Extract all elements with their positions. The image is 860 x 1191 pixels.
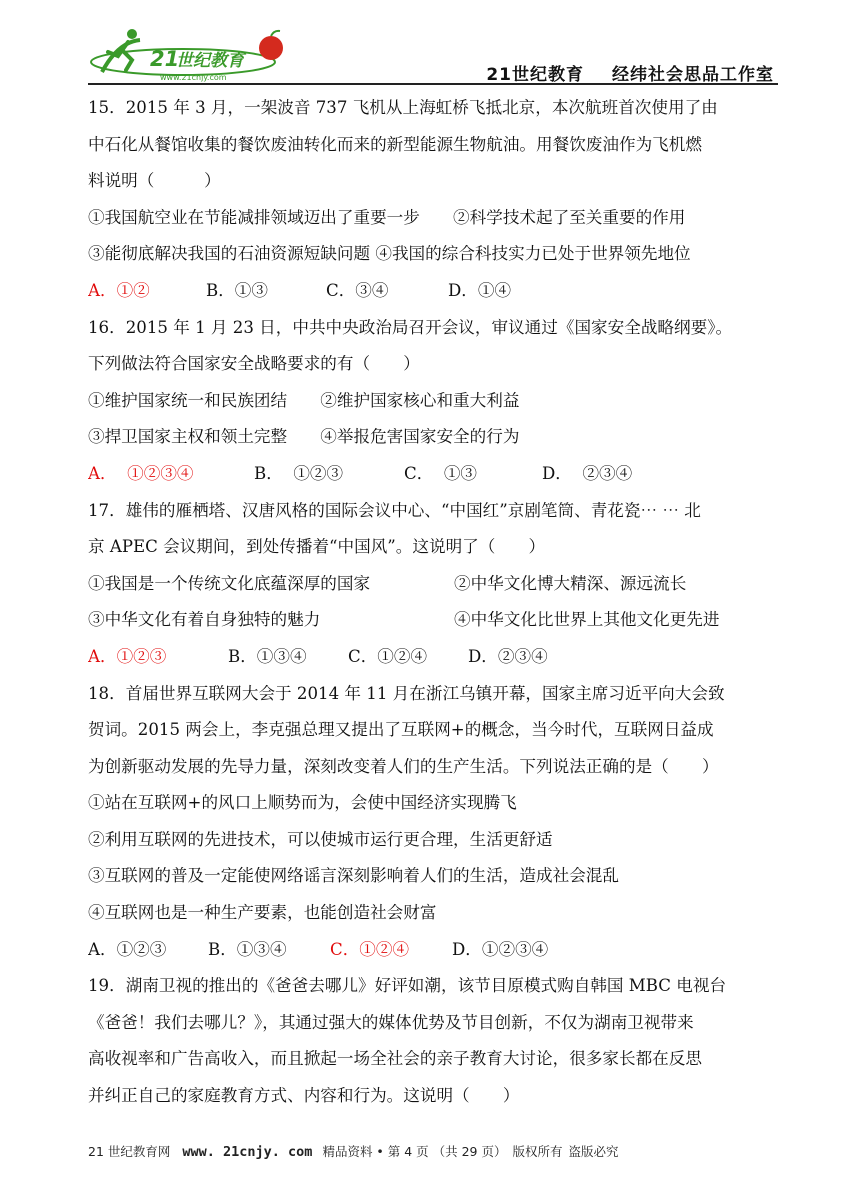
q18-statement-3: ③互联网的普及一定能使网络谣言深刻影响着人们的生活，造成社会混乱 bbox=[88, 866, 619, 886]
q15-option-d: D．①④ bbox=[448, 280, 512, 300]
q17-statement-1: ①我国是一个传统文化底蕴深厚的国家 bbox=[88, 573, 371, 593]
q15-option-c: C．③④ bbox=[326, 280, 389, 300]
header-title: 21世纪教育 经纬社会思品工作室 bbox=[486, 65, 774, 85]
q18-stem-3: 为创新驱动发展的先导力量，深刻改变着人们的生产生活。下列说法正确的是（ ） bbox=[88, 756, 719, 776]
page-header bbox=[88, 22, 778, 84]
q15-option-b: B．①③ bbox=[206, 280, 268, 300]
document-body bbox=[88, 90, 778, 1115]
q15-stem-1: 15．2015 年 3 月，一架波音 737 飞机从上海虹桥飞抵北京，本次航班首次使用了由 bbox=[88, 98, 718, 117]
q19-stem-4: 并纠正自己的家庭教育方式、内容和行为。这说明（ ） bbox=[88, 1086, 520, 1106]
q17-option-d: D．②③④ bbox=[468, 646, 548, 666]
q15-option-a: A．①② bbox=[88, 280, 150, 300]
q18-options bbox=[88, 932, 778, 969]
q17-option-b: B．①③④ bbox=[228, 646, 307, 666]
site-logo bbox=[88, 22, 288, 84]
q15-statement-2: ③能彻底解决我国的石油资源短缺问题 ④我国的综合科技实力已处于世界领先地位 bbox=[88, 244, 691, 264]
q16-statement-2: ③捍卫国家主权和领土完整 ④举报危害国家安全的行为 bbox=[88, 427, 520, 447]
q16-stem-1: 16．2015 年 1 月 23 日，中共中央政治局召开会议，审议通过《国家安全战略纲要》。 bbox=[88, 317, 733, 337]
q16-option-d: D． ②③④ bbox=[542, 463, 633, 483]
header-rule bbox=[88, 83, 778, 85]
q15-stem-2: 中石化从餐馆收集的餐饮废油转化而来的新型能源生物航油。用餐饮废油作为飞机燃 bbox=[88, 134, 702, 154]
q18-option-d: D．①②③④ bbox=[452, 939, 549, 959]
q15-options bbox=[88, 273, 778, 310]
q16-option-c: C． ①③ bbox=[404, 463, 478, 483]
q17-options bbox=[88, 639, 778, 676]
q16-option-b: B． ①②③ bbox=[254, 463, 344, 483]
footer-page-info: 精品资料 • 第 4 页 （共 29 页） bbox=[322, 1144, 507, 1159]
q16-option-a: A． ①②③④ bbox=[88, 463, 194, 483]
q17-statements-2 bbox=[88, 602, 778, 639]
q17-option-a: A．①②③ bbox=[88, 646, 167, 666]
q17-statement-3: ③中华文化有着自身独特的魅力 bbox=[88, 610, 321, 630]
q18-option-a: A．①②③ bbox=[88, 939, 167, 959]
q18-statement-4: ④互联网也是一种生产要素，也能创造社会财富 bbox=[88, 903, 437, 923]
svg-text:www.21cnjy.com: www.21cnjy.com bbox=[160, 73, 227, 82]
q18-option-c: C．①②④ bbox=[330, 939, 410, 959]
q18-option-b: B．①③④ bbox=[208, 939, 287, 959]
q19-stem-1: 19．湖南卫视的推出的《爸爸去哪儿》好评如潮，该节目原模式购自韩国 MBC 电视台 bbox=[88, 976, 727, 996]
q17-stem-1: 17．雄伟的雁栖塔、汉唐风格的国际会议中心、“中国红”京剧笔筒、青花瓷⋯ ⋯ 北 bbox=[88, 500, 701, 520]
footer-piracy: 盗版必究 bbox=[568, 1144, 619, 1159]
q16-stem-2: 下列做法符合国家安全战略要求的有（ ） bbox=[88, 354, 420, 374]
q18-stem-2: 贺词。2015 两会上，李克强总理又提出了互联网+的概念，当今时代，互联网日益成 bbox=[88, 720, 714, 740]
q18-statement-2: ②利用互联网的先进技术，可以使城市运行更合理，生活更舒适 bbox=[88, 829, 553, 849]
q17-statement-2: ②中华文化博大精深、源远流长 bbox=[454, 573, 687, 593]
page-footer bbox=[88, 1142, 778, 1160]
q16-options bbox=[88, 456, 778, 493]
svg-text:21: 21 bbox=[150, 47, 180, 71]
footer-site: 21 世纪教育网 bbox=[88, 1144, 171, 1159]
q15-stem-3: 料说明（ ） bbox=[88, 171, 221, 191]
q15-statement-1: ①我国航空业在节能减排领域迈出了重要一步 ②科学技术起了至关重要的作用 bbox=[88, 207, 686, 227]
q19-stem-3: 高收视率和广告高收入，而且掀起一场全社会的亲子教育大讨论，很多家长都在反思 bbox=[88, 1049, 702, 1069]
q17-stem-2: 京 APEC 会议期间，到处传播着“中国风”。这说明了（ ） bbox=[88, 537, 546, 557]
q19-stem-2: 《爸爸！我们去哪儿？》，其通过强大的媒体优势及节目创新，不仅为湖南卫视带来 bbox=[88, 1012, 694, 1032]
footer-url[interactable]: www. 21cnjy. com bbox=[182, 1144, 313, 1160]
svg-text:世纪教育: 世纪教育 bbox=[176, 51, 244, 71]
footer-rights: 版权所有 bbox=[512, 1144, 563, 1159]
q17-statement-4: ④中华文化比世界上其他文化更先进 bbox=[454, 610, 720, 630]
q16-statement-1: ①维护国家统一和民族团结 ②维护国家核心和重大利益 bbox=[88, 390, 520, 410]
q17-statements-1 bbox=[88, 566, 778, 603]
q17-option-c: C．①②④ bbox=[348, 646, 428, 666]
q18-stem-1: 18．首届世界互联网大会于 2014 年 11 月在浙江乌镇开幕，国家主席习近平向大会致 bbox=[88, 683, 725, 703]
q18-statement-1: ①站在互联网+的风口上顺势而为，会使中国经济实现腾飞 bbox=[88, 793, 517, 813]
